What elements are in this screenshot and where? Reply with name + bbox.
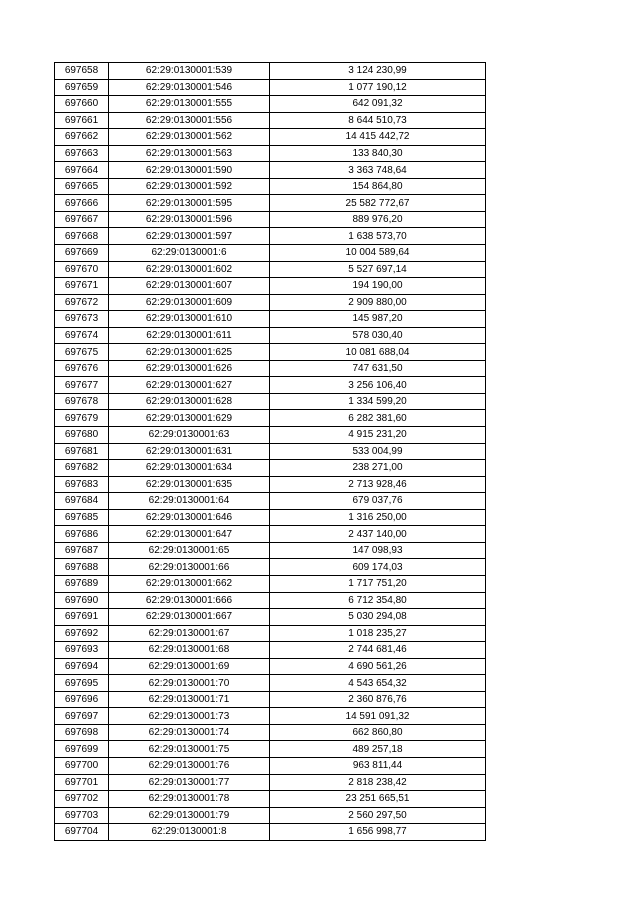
table-row [55,476,486,493]
row-number-cell: 697691 [55,609,109,626]
table-row [55,609,486,626]
cadastral-number-cell: 62:29:0130001:71 [109,691,270,708]
table-row [55,757,486,774]
value-cell: 4 915 231,20 [270,427,486,444]
value-cell: 23 251 665,51 [270,791,486,808]
table-row [55,228,486,245]
cadastral-number-cell: 62:29:0130001:625 [109,344,270,361]
cadastral-number-cell: 62:29:0130001:546 [109,79,270,96]
value-cell: 10 081 688,04 [270,344,486,361]
table-row [55,112,486,129]
row-number-cell: 697688 [55,559,109,576]
table-row [55,162,486,179]
table-row [55,542,486,559]
row-number-cell: 697699 [55,741,109,758]
cadastral-number-cell: 62:29:0130001:66 [109,559,270,576]
cadastral-number-cell: 62:29:0130001:629 [109,410,270,427]
table-row [55,261,486,278]
cadastral-number-cell: 62:29:0130001:73 [109,708,270,725]
row-number-cell: 697677 [55,377,109,394]
table-row [55,211,486,228]
value-cell: 2 818 238,42 [270,774,486,791]
value-cell: 238 271,00 [270,460,486,477]
value-cell: 6 712 354,80 [270,592,486,609]
value-cell: 5 527 697,14 [270,261,486,278]
row-number-cell: 697686 [55,526,109,543]
value-cell: 963 811,44 [270,757,486,774]
row-number-cell: 697662 [55,129,109,146]
row-number-cell: 697679 [55,410,109,427]
cadastral-number-cell: 62:29:0130001:562 [109,129,270,146]
value-cell: 10 004 589,64 [270,245,486,262]
value-cell: 679 037,76 [270,493,486,510]
value-cell: 2 713 928,46 [270,476,486,493]
cadastral-number-cell: 62:29:0130001:610 [109,311,270,328]
cadastral-number-cell: 62:29:0130001:597 [109,228,270,245]
value-cell: 747 631,50 [270,360,486,377]
table-row [55,96,486,113]
value-cell: 1 717 751,20 [270,575,486,592]
value-cell: 1 316 250,00 [270,509,486,526]
table-row [55,63,486,80]
row-number-cell: 697698 [55,724,109,741]
cadastral-number-cell: 62:29:0130001:662 [109,575,270,592]
row-number-cell: 697680 [55,427,109,444]
cadastral-number-cell: 62:29:0130001:555 [109,96,270,113]
value-cell: 1 638 573,70 [270,228,486,245]
cadastral-number-cell: 62:29:0130001:590 [109,162,270,179]
cadastral-number-cell: 62:29:0130001:8 [109,824,270,841]
row-number-cell: 697668 [55,228,109,245]
row-number-cell: 697663 [55,145,109,162]
row-number-cell: 697696 [55,691,109,708]
cadastral-number-cell: 62:29:0130001:611 [109,327,270,344]
table-row [55,443,486,460]
value-cell: 8 644 510,73 [270,112,486,129]
cadastral-number-cell: 62:29:0130001:647 [109,526,270,543]
table-row [55,493,486,510]
value-cell: 4 543 654,32 [270,675,486,692]
table-row [55,526,486,543]
value-cell: 14 415 442,72 [270,129,486,146]
table-row [55,410,486,427]
value-cell: 1 334 599,20 [270,393,486,410]
table-row [55,145,486,162]
table-row [55,294,486,311]
row-number-cell: 697659 [55,79,109,96]
table-row [55,377,486,394]
table-row [55,675,486,692]
table-row [55,791,486,808]
table-row [55,327,486,344]
value-cell: 578 030,40 [270,327,486,344]
value-cell: 642 091,32 [270,96,486,113]
row-number-cell: 697703 [55,807,109,824]
row-number-cell: 697700 [55,757,109,774]
row-number-cell: 697665 [55,178,109,195]
value-cell: 3 256 106,40 [270,377,486,394]
cadastral-number-cell: 62:29:0130001:631 [109,443,270,460]
table-row [55,642,486,659]
cadastral-number-cell: 62:29:0130001:626 [109,360,270,377]
row-number-cell: 697681 [55,443,109,460]
table-row [55,708,486,725]
value-cell: 609 174,03 [270,559,486,576]
value-cell: 2 560 297,50 [270,807,486,824]
row-number-cell: 697658 [55,63,109,80]
table-row [55,592,486,609]
value-cell: 194 190,00 [270,278,486,295]
value-cell: 6 282 381,60 [270,410,486,427]
value-cell: 662 860,80 [270,724,486,741]
row-number-cell: 697692 [55,625,109,642]
table-row [55,724,486,741]
cadastral-number-cell: 62:29:0130001:602 [109,261,270,278]
table-row [55,129,486,146]
cadastral-number-cell: 62:29:0130001:596 [109,211,270,228]
row-number-cell: 697661 [55,112,109,129]
value-cell: 133 840,30 [270,145,486,162]
row-number-cell: 697685 [55,509,109,526]
value-cell: 4 690 561,26 [270,658,486,675]
row-number-cell: 697673 [55,311,109,328]
value-cell: 889 976,20 [270,211,486,228]
cadastral-number-cell: 62:29:0130001:64 [109,493,270,510]
cadastral-number-cell: 62:29:0130001:75 [109,741,270,758]
row-number-cell: 697689 [55,575,109,592]
cadastral-number-cell: 62:29:0130001:67 [109,625,270,642]
table-row [55,344,486,361]
table-row [55,360,486,377]
row-number-cell: 697666 [55,195,109,212]
value-cell: 25 582 772,67 [270,195,486,212]
cadastral-number-cell: 62:29:0130001:65 [109,542,270,559]
cadastral-number-cell: 62:29:0130001:607 [109,278,270,295]
cadastral-number-cell: 62:29:0130001:539 [109,63,270,80]
cadastral-number-cell: 62:29:0130001:76 [109,757,270,774]
table-row [55,575,486,592]
table-row [55,509,486,526]
table-row [55,195,486,212]
cadastral-number-cell: 62:29:0130001:667 [109,609,270,626]
cadastral-number-cell: 62:29:0130001:646 [109,509,270,526]
cadastral-number-cell: 62:29:0130001:69 [109,658,270,675]
cadastral-number-cell: 62:29:0130001:595 [109,195,270,212]
table-row [55,824,486,841]
value-cell: 533 004,99 [270,443,486,460]
value-cell: 2 744 681,46 [270,642,486,659]
row-number-cell: 697672 [55,294,109,311]
cadastral-number-cell: 62:29:0130001:70 [109,675,270,692]
value-cell: 3 124 230,99 [270,63,486,80]
row-number-cell: 697695 [55,675,109,692]
table-row [55,245,486,262]
cadastral-number-cell: 62:29:0130001:63 [109,427,270,444]
row-number-cell: 697682 [55,460,109,477]
value-cell: 145 987,20 [270,311,486,328]
row-number-cell: 697667 [55,211,109,228]
value-cell: 1 656 998,77 [270,824,486,841]
row-number-cell: 697676 [55,360,109,377]
value-cell: 489 257,18 [270,741,486,758]
cadastral-number-cell: 62:29:0130001:592 [109,178,270,195]
row-number-cell: 697704 [55,824,109,841]
cadastral-number-cell: 62:29:0130001:77 [109,774,270,791]
value-cell: 147 098,93 [270,542,486,559]
row-number-cell: 697702 [55,791,109,808]
row-number-cell: 697664 [55,162,109,179]
row-number-cell: 697670 [55,261,109,278]
table-row [55,278,486,295]
row-number-cell: 697693 [55,642,109,659]
value-cell: 2 437 140,00 [270,526,486,543]
value-cell: 154 864,80 [270,178,486,195]
cadastral-number-cell: 62:29:0130001:68 [109,642,270,659]
cadastral-number-cell: 62:29:0130001:635 [109,476,270,493]
cadastral-number-cell: 62:29:0130001:634 [109,460,270,477]
value-cell: 2 360 876,76 [270,691,486,708]
table-body [55,63,486,841]
row-number-cell: 697694 [55,658,109,675]
table-row [55,691,486,708]
cadastral-number-cell: 62:29:0130001:78 [109,791,270,808]
table-row [55,625,486,642]
cadastral-number-cell: 62:29:0130001:627 [109,377,270,394]
value-cell: 14 591 091,32 [270,708,486,725]
cadastral-number-cell: 62:29:0130001:556 [109,112,270,129]
table-row [55,311,486,328]
row-number-cell: 697671 [55,278,109,295]
table-row [55,559,486,576]
table-row [55,460,486,477]
cadastral-number-cell: 62:29:0130001:563 [109,145,270,162]
cadastral-value-table [54,62,486,841]
row-number-cell: 697697 [55,708,109,725]
row-number-cell: 697683 [55,476,109,493]
value-cell: 2 909 880,00 [270,294,486,311]
cadastral-number-cell: 62:29:0130001:609 [109,294,270,311]
table-row [55,393,486,410]
table-row [55,741,486,758]
cadastral-number-cell: 62:29:0130001:79 [109,807,270,824]
row-number-cell: 697687 [55,542,109,559]
table-row [55,658,486,675]
row-number-cell: 697675 [55,344,109,361]
cadastral-number-cell: 62:29:0130001:628 [109,393,270,410]
row-number-cell: 697669 [55,245,109,262]
table-row [55,79,486,96]
row-number-cell: 697660 [55,96,109,113]
value-cell: 1 077 190,12 [270,79,486,96]
value-cell: 1 018 235,27 [270,625,486,642]
cadastral-number-cell: 62:29:0130001:6 [109,245,270,262]
row-number-cell: 697678 [55,393,109,410]
value-cell: 3 363 748,64 [270,162,486,179]
row-number-cell: 697674 [55,327,109,344]
cadastral-number-cell: 62:29:0130001:666 [109,592,270,609]
row-number-cell: 697690 [55,592,109,609]
table-row [55,774,486,791]
cadastral-number-cell: 62:29:0130001:74 [109,724,270,741]
row-number-cell: 697701 [55,774,109,791]
row-number-cell: 697684 [55,493,109,510]
table-row [55,178,486,195]
value-cell: 5 030 294,08 [270,609,486,626]
table-row [55,427,486,444]
table-row [55,807,486,824]
